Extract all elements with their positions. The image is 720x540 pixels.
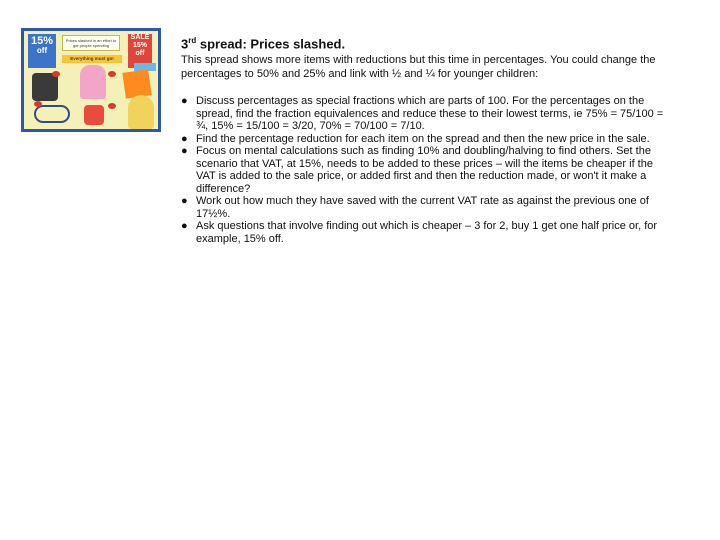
bullet-icon: ● xyxy=(181,220,188,232)
page-title xyxy=(181,36,345,51)
sale-sign-sub: 15% off xyxy=(132,42,147,57)
bicycle-picture xyxy=(34,105,70,123)
bullet-icon: ● xyxy=(181,145,188,157)
bullet-icon: ● xyxy=(181,195,188,207)
list-item xyxy=(181,133,671,146)
price-tag-icon xyxy=(34,101,42,107)
percent-off-label: off xyxy=(36,46,48,55)
title-ordinal: 3 xyxy=(181,36,189,52)
sale-sign-title: SALE xyxy=(130,34,150,41)
spread-thumbnail xyxy=(21,28,161,132)
list-item-text: Work out how much they have saved with the current VAT rate as against the previous one of 17½%. xyxy=(196,195,649,220)
bullet-icon: ● xyxy=(181,95,188,107)
thumbnail-note: Prices slashed in an effort to get people spending xyxy=(62,35,120,51)
game-box-picture xyxy=(122,69,151,98)
everything-must-go-banner: Everything must go! xyxy=(62,55,122,63)
percent-off-banner xyxy=(28,34,56,68)
price-tag-icon xyxy=(108,103,116,109)
bullet-icon: ● xyxy=(181,132,188,145)
title-text: spread: Prices slashed. xyxy=(199,36,346,52)
list-item xyxy=(181,95,671,133)
price-tag-icon xyxy=(52,71,60,77)
list-item-text: Focus on mental calculations such as finding 10% and doubling/halving to find others. Set the scenario that VAT, at 15%, needs to be added to these prices – will the items be cheaper if the VAT is added to the sale price, or added first and then the reduction made, or won't it make a difference? xyxy=(196,145,653,195)
list-item xyxy=(181,145,671,195)
title-ordinal-suffix: rd xyxy=(188,36,197,45)
list-item-text: Discuss percentages as special fractions which are parts of 100. For the percentages on the spread, find the fraction equivalences and reduce these to their lowest terms, ie 75% = 75/100 = ¾, 15% = 15/100 = 3/20, 70% = 70/100 = 7/10. xyxy=(196,95,664,132)
ride-on-toy-picture xyxy=(84,105,104,125)
stroller-picture xyxy=(32,73,58,101)
list-item-text: Find the percentage reduction for each item on the spread and then the new price in the sale. xyxy=(196,132,650,145)
intro-paragraph: This spread shows more items with reductions but this time in percentages. You could change the percentages to 50% and 25% and link with ½ and ¼ for younger children: xyxy=(181,54,656,80)
activity-list xyxy=(181,95,671,245)
doll-picture xyxy=(80,65,106,99)
list-item-text: Ask questions that involve finding out which is cheaper – 3 for 2, buy 1 get one half price or, for example, 15% off. xyxy=(196,220,658,245)
list-item xyxy=(181,220,671,245)
list-item xyxy=(181,195,671,220)
price-tag-icon xyxy=(108,71,116,77)
percent-off-value: 15% xyxy=(30,35,54,47)
girl-picture xyxy=(128,95,154,129)
